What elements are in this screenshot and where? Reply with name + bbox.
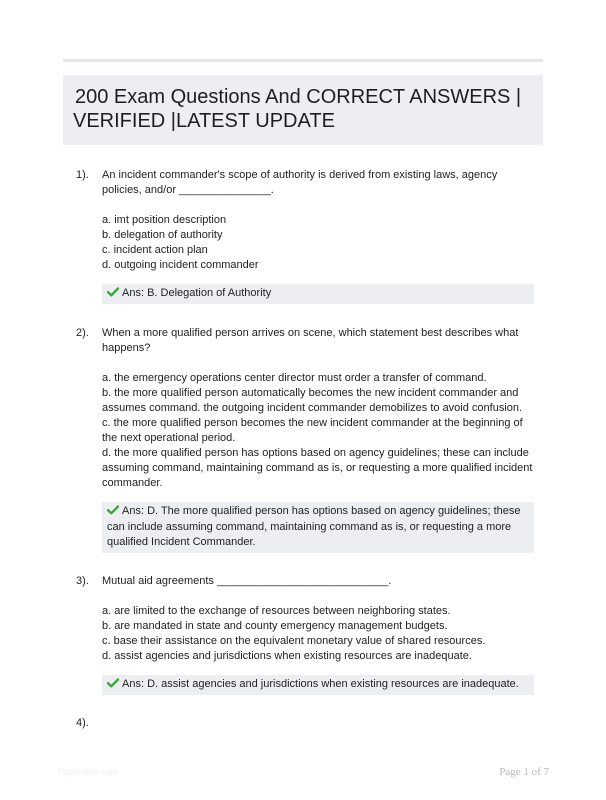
- question-number: 3).: [76, 575, 89, 587]
- answer-box: [102, 502, 534, 553]
- choice-b: b. the more qualified person automatically becomes the new incident commander and assumes command. the outgoing incident commander demobilizes to avoid confusion.: [102, 387, 523, 414]
- question-number: 2).: [76, 327, 89, 339]
- page-indicator: Page 1 of 7: [499, 766, 549, 778]
- choice-c: c. incident action plan: [102, 244, 208, 256]
- question-number: 4).: [76, 717, 89, 729]
- choice-list: [102, 213, 536, 273]
- header-rule: [63, 59, 543, 62]
- choice-a: a. are limited to the exchange of resources between neighboring states.: [102, 605, 451, 617]
- choice-c: c. base their assistance on the equivalent monetary value of shared resources.: [102, 635, 486, 647]
- title-line-1: 200 Exam Questions And CORRECT ANSWERS |: [75, 86, 522, 108]
- choice-list: [102, 371, 536, 491]
- checkmark-icon: [107, 505, 119, 515]
- choice-d: d. assist agencies and jurisdictions when existing resources are inadequate.: [102, 650, 472, 662]
- choice-d: d. outgoing incident commander: [102, 259, 259, 271]
- question-text: When a more qualified person arrives on scene, which statement best describes what happens?: [102, 327, 519, 354]
- choice-c: c. the more qualified person becomes the new incident commander at the beginning of the next operational period.: [102, 417, 523, 444]
- choice-d: d. the more qualified person has options based on agency guidelines; these can include assuming command, maintaining command as is, or requesting a more qualified incident commander.: [102, 447, 533, 489]
- answer-box: [102, 675, 534, 695]
- question-text: An incident commander's scope of authority is derived from existing laws, agency policies, and/or _______________.: [102, 169, 498, 196]
- question-number: 1).: [76, 169, 89, 181]
- answer-box: [102, 284, 534, 304]
- answer-text: Ans: D. The more qualified person has options based on agency guidelines; these can include assuming command, maintaining command as is, or requesting a more qualified Incident Commander.: [107, 505, 521, 548]
- title-line-2: VERIFIED |LATEST UPDATE: [73, 110, 335, 132]
- choice-list: [102, 604, 536, 664]
- choice-b: b. are mandated in state and county emergency management budgets.: [102, 620, 448, 632]
- checkmark-icon: [107, 678, 119, 688]
- footer-watermark: Papertible.com: [58, 767, 119, 777]
- choice-b: b. delegation of authority: [102, 229, 223, 241]
- page-title: [73, 85, 533, 133]
- choice-a: a. the emergency operations center director must order a transfer of command.: [102, 372, 487, 384]
- answer-text: Ans: D. assist agencies and jurisdictions when existing resources are inadequate.: [122, 678, 519, 690]
- answer-text: Ans: B. Delegation of Authority: [122, 287, 272, 299]
- choice-a: a. imt position description: [102, 214, 227, 226]
- question-text: Mutual aid agreements ____________________________.: [102, 575, 392, 587]
- title-banner: [63, 75, 543, 145]
- checkmark-icon: [107, 287, 119, 297]
